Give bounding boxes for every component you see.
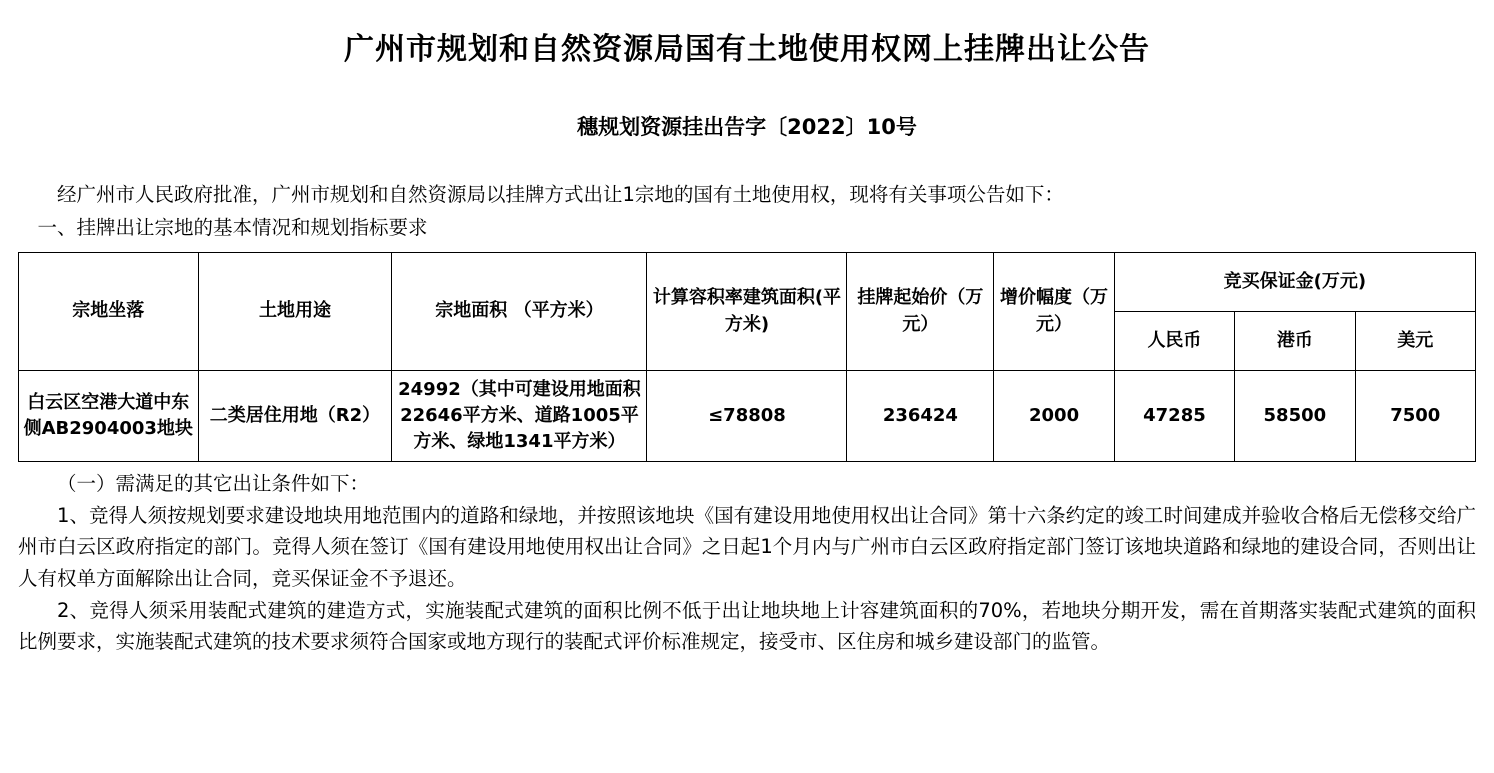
cell-increment: 2000 — [994, 371, 1114, 462]
condition-item-1: 1、竞得人须按规划要求建设地块用地范围内的道路和绿地，并按照该地块《国有建设用地使用权出让合同》第十六条约定的竣工时间建成并验收合格后无偿移交给广州市白云区政府指定的部门。竞得人须在签订《国有建设用地使用权出让合同》之日起1个月内与广州市白云区政府指定部门签订该地块道路和绿地的建设合同，否则出让人有权单方面解除出让合同，竞买保证金不予退还。 — [18, 503, 1476, 591]
intro-paragraph: 经广州市人民政府批准，广州市规划和自然资源局以挂牌方式出让1宗地的国有土地使用权，现将有关事项公告如下： — [57, 182, 1064, 206]
cell-start-price: 236424 — [847, 371, 994, 462]
intro-block — [18, 179, 1476, 244]
header-deposit-cny: 人民币 — [1114, 312, 1234, 371]
header-deposit-hkd: 港币 — [1235, 312, 1355, 371]
condition-item-2: 2、竞得人须采用装配式建筑的建造方式，实施装配式建筑的面积比例不低于出让地块地上计容建筑面积的70%，若地块分期开发，需在首期落实装配式建筑的面积比例要求，实施装配式建筑的技术要求须符合国家或地方现行的装配式评价标准规定，接受市、区住房和城乡建设部门的监管。 — [18, 598, 1476, 654]
header-far-area: 计算容积率建筑面积(平方米) — [647, 253, 847, 371]
header-area: 宗地面积 （平方米） — [392, 253, 647, 371]
section-one-heading: 一、挂牌出让宗地的基本情况和规划指标要求 — [37, 216, 428, 240]
document-number: 穗规划资源挂出告字〔2022〕10号 — [577, 114, 917, 139]
cell-far-area: ≤78808 — [647, 371, 847, 462]
cell-deposit-hkd: 58500 — [1235, 371, 1355, 462]
header-deposit-group: 竞买保证金(万元) — [1114, 253, 1475, 312]
condition-heading: （一）需满足的其它出让条件如下： — [57, 472, 370, 496]
header-deposit-usd: 美元 — [1355, 312, 1475, 371]
table-header-row — [19, 253, 1476, 312]
header-land-use: 土地用途 — [198, 253, 392, 371]
cell-deposit-cny: 47285 — [1114, 371, 1234, 462]
cell-location: 白云区空港大道中东侧AB2904003地块 — [19, 371, 199, 462]
header-increment: 增价幅度（万元） — [994, 253, 1114, 371]
conditions-block — [18, 468, 1476, 657]
header-start-price: 挂牌起始价（万元） — [847, 253, 994, 371]
header-location: 宗地坐落 — [19, 253, 199, 371]
cell-land-use: 二类居住用地（R2） — [198, 371, 392, 462]
table-row — [19, 371, 1476, 462]
land-parcel-table — [18, 252, 1476, 462]
cell-deposit-usd: 7500 — [1355, 371, 1475, 462]
cell-area: 24992（其中可建设用地面积22646平方米、道路1005平方米、绿地1341平方米） — [392, 371, 647, 462]
page-title: 广州市规划和自然资源局国有土地使用权网上挂牌出让公告 — [344, 32, 1150, 67]
